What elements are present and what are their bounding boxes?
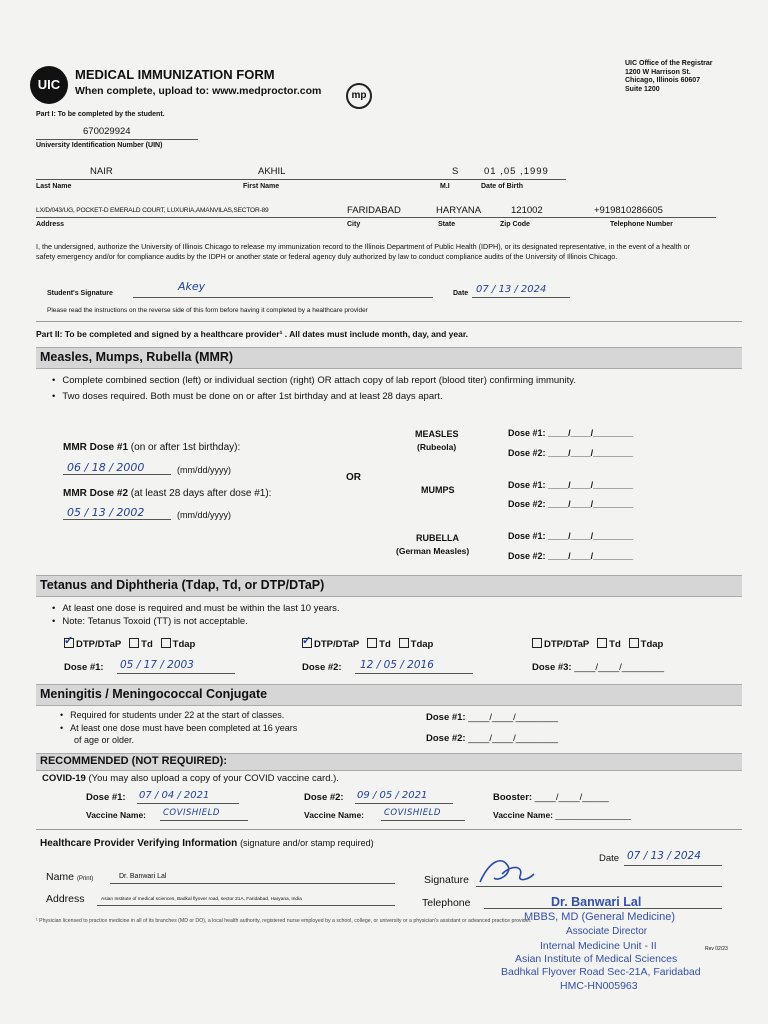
last-name-value[interactable]: NAIR [90, 166, 113, 177]
rubella-label: RUBELLA [416, 533, 459, 543]
mening-bullet-2: • At least one dose must have been completed at 16 years [60, 723, 297, 733]
mmr-bullet-2: • Two doses required. Both must be done on or after 1st birthday and at least 28 days apart. [52, 391, 443, 402]
form-title: MEDICAL IMMUNIZATION FORM [75, 67, 275, 82]
provider-name-value[interactable]: Dr. Banwari Lal [119, 873, 167, 880]
tdap-options-1[interactable]: ✓DTP/DTaP Td Tdap [64, 638, 195, 650]
stamp-degree: MBBS, MD (General Medicine) [524, 911, 675, 923]
student-date-label: Date [453, 290, 469, 297]
uic-logo: UIC [30, 66, 68, 104]
measles-dose1[interactable]: Dose #1: ____/____/________ [508, 428, 634, 438]
rubella-sub: (German Measles) [396, 546, 470, 556]
state-label: State [438, 221, 456, 228]
measles-dose2[interactable]: Dose #2: ____/____/________ [508, 448, 634, 458]
tdap-dose1-label: Dose #1: [64, 662, 104, 673]
provider-telephone-label: Telephone [422, 897, 471, 909]
covid-dose1-value[interactable]: 07 / 04 / 2021 [139, 790, 210, 801]
covid-dose2-label: Dose #2: [304, 792, 344, 803]
mening-dose2[interactable]: Dose #2: ____/____/________ [426, 733, 559, 744]
mmr-dose1-format: (mm/dd/yyyy) [177, 465, 231, 475]
vaccine-name-label-2: Vaccine Name: [304, 810, 365, 820]
provider-name-label: Name (Print) [46, 871, 94, 883]
vaccine-name-label-1: Vaccine Name: [86, 810, 147, 820]
vaccine-name-value-2[interactable]: COVISHIELD [384, 808, 441, 818]
tdap-bullet-1: • At least one dose is required and must be within the last 10 years. [52, 603, 340, 614]
mmr-section-header: Measles, Mumps, Rubella (MMR) [36, 347, 742, 369]
provider-signature-label: Signature [424, 874, 469, 886]
mening-bullet-2-cont: of age or older. [74, 735, 135, 745]
mening-section-header: Meningitis / Meningococcal Conjugate [36, 684, 742, 706]
city-value[interactable]: FARIDABAD [347, 205, 401, 216]
stamp-dept: Internal Medicine Unit - II [540, 940, 657, 952]
measles-sub: (Rubeola) [417, 442, 457, 452]
tdap-options-2[interactable]: ✓ DTP/DTaP Td Tdap [302, 638, 433, 650]
mumps-dose2[interactable]: Dose #2: ____/____/________ [508, 499, 634, 509]
mmr-or: OR [346, 472, 361, 483]
form-subtitle: When complete, upload to: www.medproctor.com [75, 85, 322, 97]
measles-label: MEASLES [415, 429, 459, 439]
stamp-reg: HMC-HN005963 [560, 980, 638, 992]
stamp-name: Dr. Banwari Lal [551, 895, 642, 909]
checkbox-dtp-1 [64, 638, 74, 648]
rubella-dose1[interactable]: Dose #1: ____/____/________ [508, 531, 634, 541]
tdap-dose2-value[interactable]: 12 / 05 / 2016 [360, 659, 434, 671]
mumps-label: MUMPS [421, 485, 455, 495]
student-signature-label: Student's Signature [47, 290, 113, 297]
part1-intro: Part I: To be completed by the student. [36, 111, 165, 118]
zip-label: Zip Code [500, 221, 530, 228]
provider-date-value[interactable]: 07 / 13 / 2024 [627, 850, 701, 862]
student-date-value[interactable]: 07 / 13 / 2024 [476, 284, 547, 295]
covid-dose2-value[interactable]: 09 / 05 / 2021 [357, 790, 428, 801]
vaccine-name-value-1[interactable]: COVISHIELD [163, 808, 220, 818]
mumps-dose1[interactable]: Dose #1: ____/____/________ [508, 480, 634, 490]
phone-label: Telephone Number [610, 221, 673, 228]
first-name-value[interactable]: AKHIL [258, 166, 286, 177]
covid-title: COVID-19 (You may also upload a copy of your COVID vaccine card.). [42, 773, 339, 784]
recommended-header: RECOMMENDED (NOT REQUIRED): [36, 753, 742, 771]
part2-intro: Part II: To be completed and signed by a healthcare provider¹ . All dates must include month, day, and year. [36, 329, 469, 339]
mi-value[interactable]: S [452, 166, 459, 177]
mening-dose1[interactable]: Dose #1: ____/____/________ [426, 712, 559, 723]
vaccine-name-3[interactable]: Vaccine Name: ________________ [493, 810, 632, 820]
covid-booster[interactable]: Booster: ____/____/_____ [493, 792, 609, 803]
city-label: City [347, 221, 361, 228]
tdap-dose2-label: Dose #2: [302, 662, 342, 673]
stamp-inst: Asian Institute of Medical Sciences [515, 953, 678, 965]
mmr-dose2-format: (mm/dd/yyyy) [177, 510, 231, 520]
rubella-dose2[interactable]: Dose #2: ____/____/________ [508, 551, 634, 561]
provider-date-label: Date [599, 853, 620, 864]
uin-value[interactable]: 670029924 [83, 126, 131, 137]
tdap-dose3-label[interactable]: Dose #3: ____/____/________ [532, 662, 665, 673]
stamp-title: Associate Director [566, 926, 648, 937]
revision: Rev 02/23 [705, 946, 728, 952]
checkbox-dtp-2 [302, 638, 312, 648]
consent-text: I, the undersigned, authorize the University of Illinois Chicago to release my immunization record to the Illinois Department of Public Health (IDPH), or its designated representative, in the event of a health or safety emergency and/or for compliance audits by the IDPH or another state or federal agency duly authorized by law to conduct compliance audits of the University of Illinois Chicago. [36, 242, 690, 261]
provider-section-title: Healthcare Provider Verifying Information (signature and/or stamp required) [40, 838, 374, 849]
instructions-note: Please read the instructions on the reverse side of this form before having it completed by a healthcare provider [47, 307, 368, 314]
stamp-addr: Badhkal Flyover Road Sec-21A, Faridabad [501, 966, 701, 978]
address-label: Address [36, 221, 65, 228]
provider-address-label: Address [46, 893, 85, 905]
zip-value[interactable]: 121002 [511, 205, 543, 216]
student-signature[interactable]: Akey [178, 280, 206, 293]
mmr-dose2-label: MMR Dose #2 (at least 28 days after dose #1): [63, 488, 272, 499]
mmr-dose1-value[interactable]: 06 / 18 / 2000 [67, 461, 145, 474]
address-value[interactable]: LX/D/043/UG, POCKET-D EMERALD COURT, LUXURIA,AMANVILAS,SECTOR-89 [36, 207, 269, 214]
medproctor-logo: mp [346, 83, 372, 109]
tdap-dose1-value[interactable]: 05 / 17 / 2003 [120, 659, 194, 671]
covid-dose1-label: Dose #1: [86, 792, 126, 803]
mmr-bullet-1: • Complete combined section (left) or individual section (right) OR attach copy of lab report (blood titer) confirming immunity. [52, 375, 576, 386]
provider-address-value[interactable]: Asian Institute of medical sciences, Badkal flyover road, sector 21A, Faridabad, Haryana, India [101, 897, 302, 902]
registrar-address: UIC Office of the Registrar 1200 W Harrison St. Chicago, Illinois 60607 Suite 1200 [625, 60, 713, 93]
tdap-section-header: Tetanus and Diphtheria (Tdap, Td, or DTP/DTaP) [36, 575, 742, 597]
mmr-dose1-label: MMR Dose #1 (on or after 1st birthday): [63, 442, 241, 453]
mening-bullet-1: • Required for students under 22 at the start of classes. [60, 710, 284, 720]
tdap-bullet-2: • Note: Tetanus Toxoid (TT) is not acceptable. [52, 616, 248, 627]
uin-label: University Identification Number (UIN) [36, 142, 163, 149]
footnote: ¹ Physician licensed to practice medicine in all of its branches (MD or DO), a local health authority, registered nurse employed by a school, college, or university or a physician's assistant or advanced practice provider. [36, 918, 532, 924]
dob-value[interactable]: 01 ,05 ,1999 [484, 166, 549, 177]
phone-value[interactable]: +919810286605 [594, 205, 663, 216]
first-name-label: First Name [243, 183, 280, 190]
mmr-dose2-value[interactable]: 05 / 13 / 2002 [67, 506, 145, 519]
mi-label: M.I [440, 183, 450, 190]
tdap-options-3[interactable]: DTP/DTaP Td Tdap [532, 638, 663, 650]
dob-label: Date of Birth [481, 183, 523, 190]
last-name-label: Last Name [36, 183, 72, 190]
state-value[interactable]: HARYANA [436, 205, 482, 216]
